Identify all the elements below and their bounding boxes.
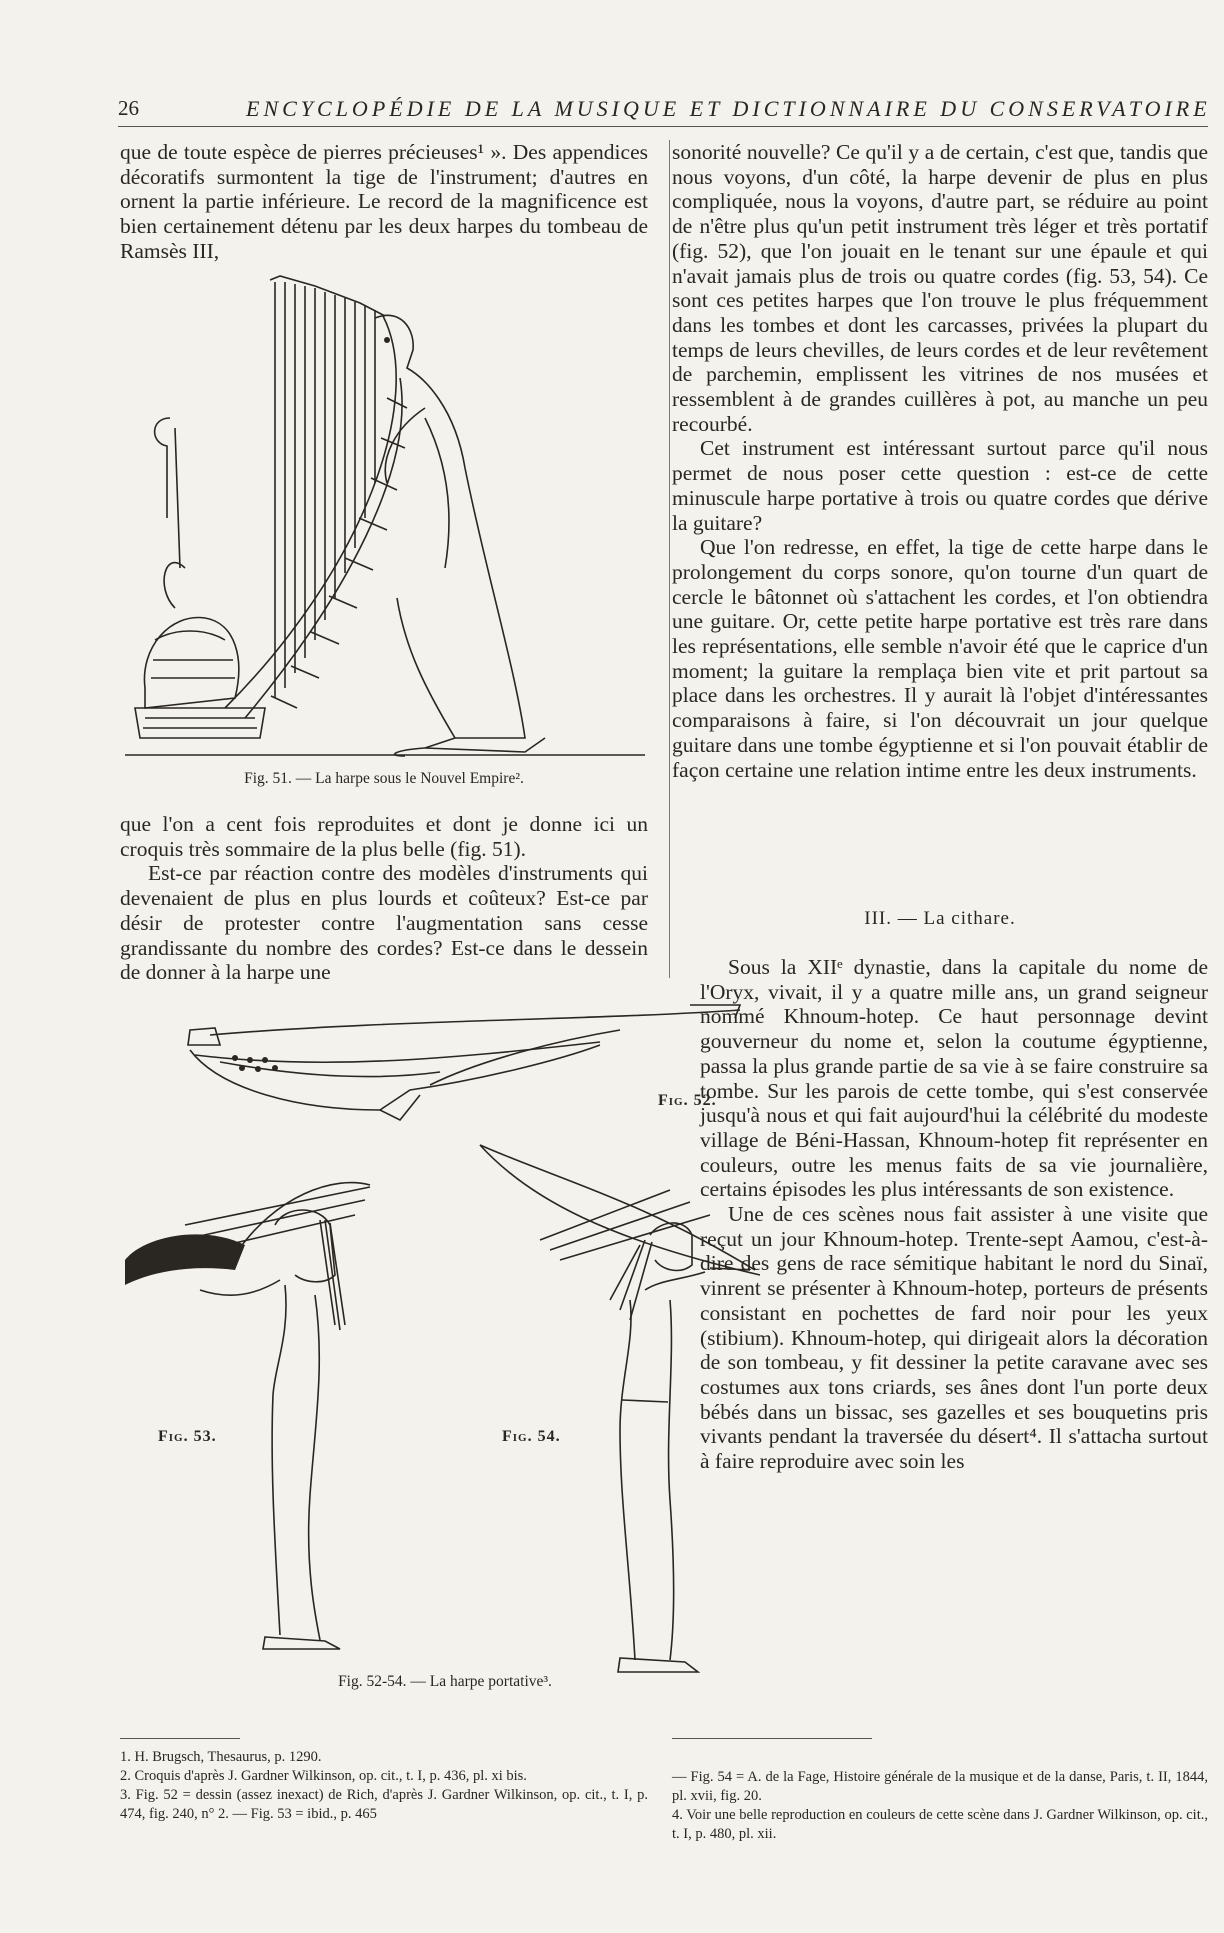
figure-52-portable-harp [180,1000,760,1140]
right-paragraph-5: Une de ces scènes nous fait assister à une visite que reçut un jour Khnoum-hotep. Trente-sept Aamou, c'est-à-dire des gens de race sémitique habitant le nord du Sinaï, vinrent se présenter à Khnoum-hotep, porteurs de présents consistant en pochettes de fard noir pour les yeux (stibium). Khnoum-hotep, qui dirigeait alors la décoration de son tombeau, y fit dessiner la petite caravane avec ses costumes aux tons criards, ses ânes dont l'un porte deux bébés dans un bissac, ses gazelles et ses bouquetins pris vivants pendant la traversée du désert⁴. Il s'attacha surtout à faire reproduire avec soin les [700,1202,1208,1474]
footnote-4: 4. Voir une belle reproduction en couleurs de cette scène dans J. Gardner Wilkinson, op. cit., t. I, p. 480, pl. xii. [672,1807,1208,1842]
header-rule [118,126,1208,127]
footnotes-right [672,1768,1208,1844]
footnote-3: 3. Fig. 52 = dessin (assez inexact) de Rich, d'après J. Gardner Wilkinson, op. cit., t. I, p. 474, fig. 240, n° 2. — Fig. 53 = ibid., p. 465 [120,1787,648,1822]
figure-54-label: Fig. 54. [502,1428,561,1445]
figure-53-label: Fig. 53. [158,1428,217,1445]
figure-51-caption: Fig. 51. — La harpe sous le Nouvel Empire². [244,770,524,787]
right-column-top [672,140,1208,782]
footnote-3-continued: — Fig. 54 = A. de la Fage, Histoire générale de la musique et de la danse, Paris, t. II, 1844, pl. xvii, fig. 20. [672,1769,1208,1804]
running-title: ENCYCLOPÉDIE DE LA MUSIQUE ET DICTIONNAIRE DU CONSERVATOIRE [246,96,1211,121]
column-divider [669,140,670,978]
right-paragraph-4: Sous la XIIᵉ dynastie, dans la capitale du nome de l'Oryx, vivait, il y a quatre mille ans, un grand seigneur nommé Khnoum-hotep. Ce haut personnage devint gouverneur du nome et, selon la coutume égyptienne, passa la plus grande partie de sa vie à se faire construire sa tombe. Sur les parois de cette tombe, qui s'est conservée jusqu'à nous et qui fait aujourd'hui la célébrité du modeste village de Béni-Hassan, Khnoum-hotep fit représenter en couleurs, outre les menus faits de sa vie journalière, certains épisodes les plus intéressants de son existence. [700,955,1208,1202]
right-column-bottom [700,955,1208,1474]
page-number: 26 [118,96,139,120]
footnote-2: 2. Croquis d'après J. Gardner Wilkinson, op. cit., t. I, p. 436, pl. xi bis. [120,1768,527,1784]
figure-51-harp-illustration [125,268,655,758]
right-paragraph-1: sonorité nouvelle? Ce qu'il y a de certain, c'est que, tandis que nous voyons, d'un côté, la harpe devenir de plus en plus compliquée, nous la voyons, d'autre part, se réduire au point de n'être plus qu'un petit instrument très léger et très portatif (fig. 52), que l'on jouait en le tenant sur une épaule et qui n'avait jamais plus de trois ou quatre cordes (fig. 53, 54). Ce sont ces petites harpes que l'on trouve le plus fréquemment dans les tombes et dont les carcasses, privées la plupart du temps de leurs chevilles, de leurs cordes et de leur revêtement de parchemin, emplissent les vitrines de nos musées et ressemblent à de grandes cuillères à pot, au manche un peu recourbé. [672,140,1208,436]
footnote-rule-right [672,1738,872,1739]
left-paragraph-2: que l'on a cent fois reproduites et dont je donne ici un croquis très sommaire de la plus belle (fig. 51). [120,812,648,861]
right-paragraph-3: Que l'on redresse, en effet, la tige de cette harpe dans le prolongement du corps sonore, qu'on tourne d'un quart de cercle le bâtonnet où s'attachent les cordes, et l'on obtiendra une guitare. Or, cette petite harpe portative est très rare dans les représentations, elle semble n'avoir été que le caprice d'un moment; la guitare la remplaça bien vite et prit partout sa place dans les orchestres. Il y aurait là l'objet d'intéressantes comparaisons à faire, si l'on découvrait un jour quelque guitare dans une tombe égyptienne et si l'on pouvait établir de façon certaine une relation intime entre les deux instruments. [672,535,1208,782]
left-paragraph-1: que de toute espèce de pierres précieuses¹ ». Des appendices décoratifs surmontent la tige de l'instrument; d'autres en ornent la partie inférieure. Le record de la magnificence est bien certainement détenu par les deux harpes du tombeau de Ramsès III, [120,140,648,263]
footnotes-left [120,1748,648,1824]
left-column-top [120,140,648,264]
footnote-rule-left [120,1738,240,1739]
section-heading-text: III. — La cithare. [864,908,1016,929]
right-paragraph-2: Cet instrument est intéressant surtout parce qu'il nous permet de nous poser cette question : est-ce de cette minuscule harpe portative à trois ou quatre cordes que dérive la guitare? [672,436,1208,535]
figure-52-label: Fig. 52. [658,1092,717,1109]
left-column-bottom [120,812,648,985]
footnote-1: 1. H. Brugsch, Thesaurus, p. 1290. [120,1749,322,1765]
section-heading [672,908,1208,930]
figure-52-54-caption: Fig. 52-54. — La harpe portative³. [338,1673,552,1690]
left-paragraph-3: Est-ce par réaction contre des modèles d'instruments qui devenaient de plus en plus lourds et coûteux? Est-ce par désir de protester contre l'augmentation sans cesse grandissante du nombre des cordes? Est-ce dans le dessein de donner à la harpe une [120,861,648,985]
figure-53-harpist [125,1165,425,1665]
